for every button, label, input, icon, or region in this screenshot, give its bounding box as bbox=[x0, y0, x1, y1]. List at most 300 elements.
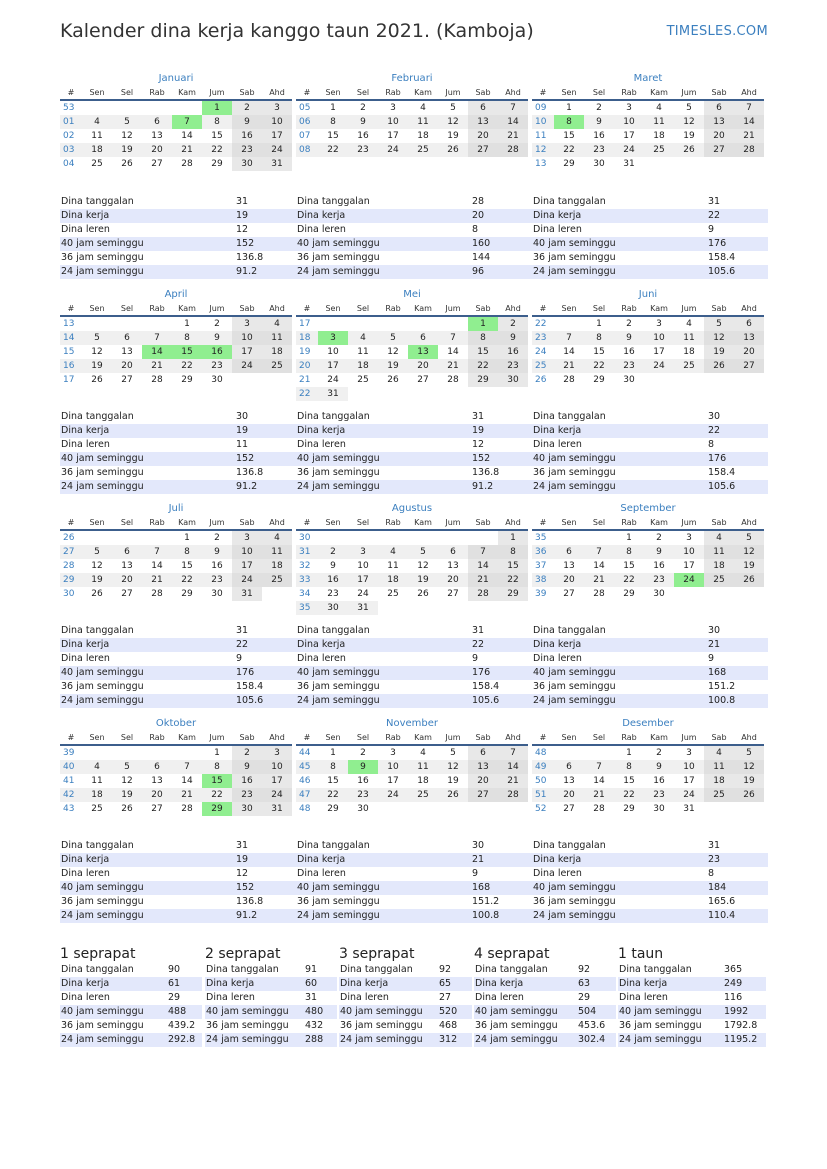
week-number: 20 bbox=[296, 359, 318, 373]
day-cell: 27 bbox=[468, 788, 498, 802]
day-cell: 29 bbox=[181, 589, 193, 599]
stat-value: 30 bbox=[708, 625, 721, 636]
day-cell: 27 bbox=[151, 159, 163, 169]
stat-label: Dina leren bbox=[340, 992, 389, 1003]
day-cell: 8 bbox=[498, 545, 528, 559]
week-number: 47 bbox=[296, 788, 318, 802]
stat-value: 19 bbox=[472, 424, 532, 438]
day-cell: 4 bbox=[82, 115, 112, 129]
day-cell: 29 bbox=[623, 804, 635, 814]
empty-cell bbox=[142, 745, 172, 760]
day-cell: 7 bbox=[438, 331, 468, 345]
weekday-header: Jum bbox=[674, 302, 704, 316]
day-cell: 30 bbox=[357, 804, 369, 814]
empty-cell bbox=[438, 802, 468, 816]
stat-label: Dina tanggalan bbox=[533, 625, 606, 636]
day-cell: 17 bbox=[318, 359, 348, 373]
day-cell: 4 bbox=[82, 760, 112, 774]
day-cell: 12 bbox=[121, 776, 133, 786]
day-cell: 13 bbox=[151, 131, 163, 141]
week-row bbox=[60, 573, 292, 587]
day-cell: 9 bbox=[330, 561, 336, 571]
stat-value: 29 bbox=[578, 992, 591, 1003]
stat-label: Dina kerja bbox=[60, 638, 236, 652]
quarter-stats bbox=[60, 963, 202, 1047]
day-cell: 22 bbox=[468, 359, 498, 373]
day-cell: 14 bbox=[447, 347, 459, 357]
day-cell: 27 bbox=[151, 804, 163, 814]
stat-label: Dina tanggalan bbox=[206, 964, 279, 975]
weekday-header: Kam bbox=[172, 731, 202, 745]
day-cell: 16 bbox=[357, 776, 369, 786]
empty-cell bbox=[408, 802, 438, 816]
stat-value: 158.4 bbox=[236, 681, 264, 692]
empty-cell bbox=[498, 387, 528, 401]
week-row bbox=[60, 331, 292, 345]
day-cell: 10 bbox=[232, 545, 262, 559]
week-row bbox=[296, 745, 528, 760]
week-row bbox=[60, 530, 292, 545]
week-row bbox=[296, 788, 528, 802]
empty-cell bbox=[82, 745, 112, 760]
day-cell: 28 bbox=[593, 804, 605, 814]
day-cell: 11 bbox=[387, 561, 399, 571]
day-cell: 3 bbox=[232, 316, 262, 331]
stat-value: 176 bbox=[472, 666, 532, 680]
week-row bbox=[296, 545, 528, 559]
weekday-header: # bbox=[296, 302, 318, 316]
day-cell: 2 bbox=[232, 745, 262, 760]
week-number: 48 bbox=[535, 748, 547, 758]
empty-cell bbox=[262, 587, 292, 601]
week-row bbox=[532, 530, 764, 545]
week-number: 41 bbox=[63, 776, 75, 786]
stat-value: 110.4 bbox=[708, 909, 768, 923]
week-row bbox=[60, 774, 292, 788]
week-number: 01 bbox=[60, 115, 82, 129]
day-cell: 30 bbox=[653, 804, 665, 814]
day-cell: 21 bbox=[584, 573, 614, 587]
day-cell: 13 bbox=[121, 347, 133, 357]
day-cell: 20 bbox=[112, 359, 142, 373]
stat-value: 1992 bbox=[724, 1005, 766, 1019]
day-cell: 23 bbox=[202, 573, 232, 587]
day-cell: 21 bbox=[438, 359, 468, 373]
empty-cell bbox=[378, 601, 408, 615]
empty-cell bbox=[408, 316, 438, 331]
empty-cell bbox=[584, 530, 614, 545]
day-cell: 16 bbox=[318, 573, 348, 587]
day-cell: 6 bbox=[142, 760, 172, 774]
day-cell: 22 bbox=[614, 788, 644, 802]
week-number: 17 bbox=[63, 375, 75, 385]
weekday-header: Sen bbox=[318, 302, 348, 316]
weekday-header: Jum bbox=[202, 302, 232, 316]
day-cell: 21 bbox=[142, 573, 172, 587]
day-cell: 6 bbox=[734, 316, 764, 331]
day-cell: 7 bbox=[584, 760, 614, 774]
stat-value: 92 bbox=[439, 964, 452, 975]
day-cell: 1 bbox=[498, 530, 528, 545]
stat-value: 151.2 bbox=[708, 681, 736, 692]
week-row bbox=[60, 129, 292, 143]
day-cell: 19 bbox=[82, 359, 112, 373]
stat-label: Dina leren bbox=[533, 868, 582, 879]
weekday-header: Rab bbox=[614, 302, 644, 316]
day-cell: 5 bbox=[734, 745, 764, 760]
weekday-header: Sab bbox=[232, 516, 262, 530]
holiday-cell: 9 bbox=[348, 760, 378, 774]
week-number: 44 bbox=[299, 748, 311, 758]
page-title: Kalender dina kerja kanggo taun 2021. (Kamboja) bbox=[60, 20, 534, 42]
holiday-cell: 3 bbox=[318, 331, 348, 345]
day-cell: 31 bbox=[623, 159, 635, 169]
empty-cell bbox=[438, 601, 468, 615]
day-cell: 12 bbox=[674, 115, 704, 129]
day-cell: 19 bbox=[734, 559, 764, 573]
day-cell: 11 bbox=[262, 331, 292, 345]
day-cell: 6 bbox=[468, 745, 498, 760]
quarter-summary bbox=[474, 945, 616, 1047]
month-table bbox=[296, 516, 528, 615]
stat-value: 92 bbox=[578, 964, 591, 975]
stat-label: Dina kerja bbox=[205, 977, 305, 991]
day-cell: 24 bbox=[378, 143, 408, 157]
week-number: 12 bbox=[532, 143, 554, 157]
weekday-header: # bbox=[60, 86, 82, 100]
day-cell: 6 bbox=[142, 115, 172, 129]
weekday-header: Sab bbox=[232, 731, 262, 745]
day-cell: 10 bbox=[378, 115, 408, 129]
weekday-header: Ahd bbox=[734, 302, 764, 316]
day-cell: 24 bbox=[327, 375, 339, 385]
day-cell: 23 bbox=[232, 143, 262, 157]
stat-value: 31 bbox=[236, 625, 249, 636]
month-name: Agustus bbox=[391, 503, 433, 514]
week-row bbox=[296, 802, 528, 816]
weekday-header: Sel bbox=[348, 731, 378, 745]
day-cell: 26 bbox=[417, 589, 429, 599]
weekday-header: # bbox=[296, 516, 318, 530]
stat-value: 9 bbox=[472, 653, 479, 664]
day-cell: 10 bbox=[378, 760, 408, 774]
day-cell: 2 bbox=[656, 748, 662, 758]
month-table bbox=[60, 731, 292, 816]
day-cell: 28 bbox=[447, 375, 459, 385]
week-row bbox=[60, 802, 292, 816]
stat-label: Dina leren bbox=[533, 224, 582, 235]
stat-label: 24 jam seminggu bbox=[60, 265, 236, 279]
month-3 bbox=[60, 288, 292, 387]
stat-value: 136.8 bbox=[472, 467, 500, 478]
day-cell: 4 bbox=[262, 316, 292, 331]
weekday-header: # bbox=[60, 516, 82, 530]
weekday-header: Kam bbox=[172, 302, 202, 316]
stat-value: 165.6 bbox=[708, 896, 736, 907]
stat-label: 24 jam seminggu bbox=[296, 480, 472, 494]
day-cell: 21 bbox=[554, 359, 584, 373]
day-cell: 19 bbox=[447, 131, 459, 141]
day-cell: 7 bbox=[498, 100, 528, 115]
empty-cell bbox=[262, 373, 292, 387]
day-cell: 21 bbox=[498, 774, 528, 788]
stat-label: Dina tanggalan bbox=[297, 411, 370, 422]
day-cell: 2 bbox=[360, 103, 366, 113]
week-number: 29 bbox=[60, 573, 82, 587]
day-cell: 12 bbox=[734, 545, 764, 559]
day-cell: 7 bbox=[142, 545, 172, 559]
week-row bbox=[60, 143, 292, 157]
stat-label: Dina leren bbox=[61, 868, 110, 879]
stat-label: 40 jam seminggu bbox=[296, 237, 472, 251]
week-row bbox=[532, 788, 764, 802]
day-cell: 1 bbox=[330, 103, 336, 113]
week-row bbox=[60, 545, 292, 559]
week-row bbox=[60, 157, 292, 171]
week-row bbox=[60, 100, 292, 115]
empty-cell bbox=[554, 316, 584, 331]
day-cell: 28 bbox=[593, 589, 605, 599]
day-cell: 14 bbox=[181, 131, 193, 141]
day-cell: 24 bbox=[378, 788, 408, 802]
stat-value: 365 bbox=[724, 964, 743, 975]
day-cell: 22 bbox=[584, 359, 614, 373]
empty-cell bbox=[704, 587, 734, 601]
weekday-header: Sen bbox=[554, 302, 584, 316]
month-table bbox=[532, 86, 764, 171]
weekday-header: Jum bbox=[674, 731, 704, 745]
empty-cell bbox=[348, 530, 378, 545]
quarter-title: 4 seprapat bbox=[474, 946, 550, 962]
day-cell: 22 bbox=[554, 143, 584, 157]
weekday-header: Kam bbox=[408, 302, 438, 316]
day-cell: 11 bbox=[91, 131, 103, 141]
quarter-title: 1 taun bbox=[618, 946, 664, 962]
week-row bbox=[532, 316, 764, 331]
stat-label: Dina kerja bbox=[296, 638, 472, 652]
weekday-header: Kam bbox=[644, 86, 674, 100]
day-cell: 20 bbox=[142, 143, 172, 157]
stat-value: 151.2 bbox=[472, 896, 500, 907]
day-cell: 12 bbox=[438, 115, 468, 129]
day-cell: 15 bbox=[211, 131, 223, 141]
day-cell: 12 bbox=[121, 131, 133, 141]
weekday-header: Ahd bbox=[262, 302, 292, 316]
week-number: 24 bbox=[535, 347, 547, 357]
stat-label: 40 jam seminggu bbox=[60, 881, 236, 895]
month-11 bbox=[532, 717, 764, 816]
day-cell: 11 bbox=[704, 545, 734, 559]
week-number: 13 bbox=[535, 159, 547, 169]
month-2 bbox=[532, 72, 764, 171]
stat-value: 158.4 bbox=[472, 681, 500, 692]
day-cell: 27 bbox=[704, 143, 734, 157]
day-cell: 29 bbox=[623, 589, 635, 599]
week-row bbox=[532, 100, 764, 115]
day-cell: 24 bbox=[262, 143, 292, 157]
stat-label: 36 jam seminggu bbox=[619, 1020, 702, 1031]
day-cell: 2 bbox=[596, 103, 602, 113]
week-number: 27 bbox=[60, 545, 82, 559]
day-cell: 14 bbox=[498, 115, 528, 129]
month-stats bbox=[60, 624, 296, 708]
stat-label: Dina leren bbox=[61, 439, 110, 450]
day-cell: 21 bbox=[172, 788, 202, 802]
week-number: 30 bbox=[299, 533, 311, 543]
day-cell: 7 bbox=[468, 545, 498, 559]
stat-value: 91.2 bbox=[236, 265, 296, 279]
month-stats bbox=[60, 410, 296, 494]
day-cell: 18 bbox=[653, 131, 665, 141]
day-cell: 18 bbox=[82, 143, 112, 157]
day-cell: 9 bbox=[644, 545, 674, 559]
day-cell: 25 bbox=[91, 804, 103, 814]
empty-cell bbox=[112, 530, 142, 545]
stat-label: 36 jam seminggu bbox=[61, 681, 144, 692]
stat-label: 40 jam seminggu bbox=[296, 452, 472, 466]
day-cell: 1 bbox=[626, 748, 632, 758]
month-stats bbox=[532, 410, 768, 494]
day-cell: 10 bbox=[262, 115, 292, 129]
day-cell: 11 bbox=[408, 760, 438, 774]
day-cell: 22 bbox=[498, 573, 528, 587]
day-cell: 23 bbox=[644, 573, 674, 587]
day-cell: 24 bbox=[232, 573, 262, 587]
day-cell: 29 bbox=[181, 375, 193, 385]
empty-cell bbox=[644, 373, 674, 387]
weekday-header: Sen bbox=[82, 86, 112, 100]
day-cell: 10 bbox=[644, 331, 674, 345]
week-row bbox=[532, 745, 764, 760]
day-cell: 15 bbox=[623, 776, 635, 786]
empty-cell bbox=[468, 530, 498, 545]
stat-label: Dina leren bbox=[475, 992, 524, 1003]
day-cell: 17 bbox=[348, 573, 378, 587]
week-number: 23 bbox=[532, 331, 554, 345]
day-cell: 7 bbox=[554, 331, 584, 345]
day-cell: 8 bbox=[584, 331, 614, 345]
stat-value: 63 bbox=[578, 977, 616, 991]
day-cell: 26 bbox=[121, 804, 133, 814]
day-cell: 26 bbox=[734, 573, 764, 587]
stat-label: Dina leren bbox=[533, 653, 582, 664]
day-cell: 29 bbox=[498, 587, 528, 601]
day-cell: 28 bbox=[151, 589, 163, 599]
weekday-header: Ahd bbox=[734, 86, 764, 100]
day-cell: 5 bbox=[686, 103, 692, 113]
day-cell: 2 bbox=[318, 545, 348, 559]
day-cell: 23 bbox=[327, 589, 339, 599]
day-cell: 28 bbox=[498, 143, 528, 157]
empty-cell bbox=[468, 601, 498, 615]
empty-cell bbox=[438, 530, 468, 545]
stat-value: 96 bbox=[472, 265, 532, 279]
day-cell: 17 bbox=[232, 345, 262, 359]
day-cell: 5 bbox=[82, 545, 112, 559]
empty-cell bbox=[82, 316, 112, 331]
stat-value: 105.6 bbox=[236, 694, 296, 708]
day-cell: 19 bbox=[734, 774, 764, 788]
stat-value: 302.4 bbox=[578, 1033, 616, 1047]
weekday-header: Rab bbox=[378, 516, 408, 530]
day-cell: 24 bbox=[644, 359, 674, 373]
stat-label: 40 jam seminggu bbox=[618, 1005, 724, 1019]
stat-value: 28 bbox=[472, 196, 485, 207]
day-cell: 31 bbox=[232, 587, 262, 601]
stat-label: Dina leren bbox=[61, 992, 110, 1003]
day-cell: 25 bbox=[704, 573, 734, 587]
day-cell: 3 bbox=[656, 319, 662, 329]
day-cell: 25 bbox=[91, 159, 103, 169]
stat-value: 91 bbox=[305, 964, 318, 975]
empty-cell bbox=[674, 157, 704, 171]
day-cell: 9 bbox=[644, 760, 674, 774]
empty-cell bbox=[498, 601, 528, 615]
stat-label: 40 jam seminggu bbox=[60, 1005, 168, 1019]
weekday-header: Sab bbox=[468, 86, 498, 100]
day-cell: 30 bbox=[653, 589, 665, 599]
day-cell: 18 bbox=[262, 559, 292, 573]
stat-label: 36 jam seminggu bbox=[475, 1020, 558, 1031]
stat-value: 439.2 bbox=[168, 1020, 196, 1031]
holiday-cell: 1 bbox=[468, 316, 498, 331]
stat-value: 31 bbox=[708, 840, 721, 851]
weekday-header: Rab bbox=[378, 731, 408, 745]
day-cell: 18 bbox=[704, 559, 734, 573]
day-cell: 16 bbox=[232, 774, 262, 788]
day-cell: 27 bbox=[563, 804, 575, 814]
day-cell: 30 bbox=[593, 159, 605, 169]
week-row bbox=[60, 115, 292, 129]
day-cell: 2 bbox=[214, 533, 220, 543]
week-row bbox=[60, 359, 292, 373]
day-cell: 10 bbox=[232, 331, 262, 345]
day-cell: 3 bbox=[390, 748, 396, 758]
stat-label: Dina kerja bbox=[60, 853, 236, 867]
weekday-header: Ahd bbox=[734, 516, 764, 530]
day-cell: 1 bbox=[330, 748, 336, 758]
stat-value: 29 bbox=[168, 992, 181, 1003]
stat-label: Dina tanggalan bbox=[533, 196, 606, 207]
week-number: 22 bbox=[535, 319, 547, 329]
stat-label: 24 jam seminggu bbox=[296, 694, 472, 708]
stat-label: Dina kerja bbox=[532, 638, 708, 652]
day-cell: 1 bbox=[626, 533, 632, 543]
day-cell: 26 bbox=[438, 143, 468, 157]
empty-cell bbox=[348, 387, 378, 401]
week-row bbox=[532, 802, 764, 816]
stat-label: 24 jam seminggu bbox=[532, 480, 708, 494]
week-row bbox=[296, 115, 528, 129]
weekday-header: Jum bbox=[438, 516, 468, 530]
day-cell: 9 bbox=[584, 115, 614, 129]
brand-link[interactable]: TIMESLES.COM bbox=[666, 24, 768, 39]
week-row bbox=[532, 760, 764, 774]
week-row bbox=[60, 745, 292, 760]
weekday-header: # bbox=[296, 731, 318, 745]
weekday-header: Sab bbox=[468, 731, 498, 745]
day-cell: 31 bbox=[683, 804, 695, 814]
day-cell: 25 bbox=[408, 788, 438, 802]
day-cell: 6 bbox=[554, 545, 584, 559]
day-cell: 3 bbox=[262, 100, 292, 115]
weekday-header: Sab bbox=[704, 86, 734, 100]
month-10 bbox=[296, 717, 528, 816]
empty-cell bbox=[468, 387, 498, 401]
day-cell: 25 bbox=[704, 788, 734, 802]
weekday-header: Sen bbox=[318, 731, 348, 745]
stat-label: 40 jam seminggu bbox=[532, 881, 708, 895]
